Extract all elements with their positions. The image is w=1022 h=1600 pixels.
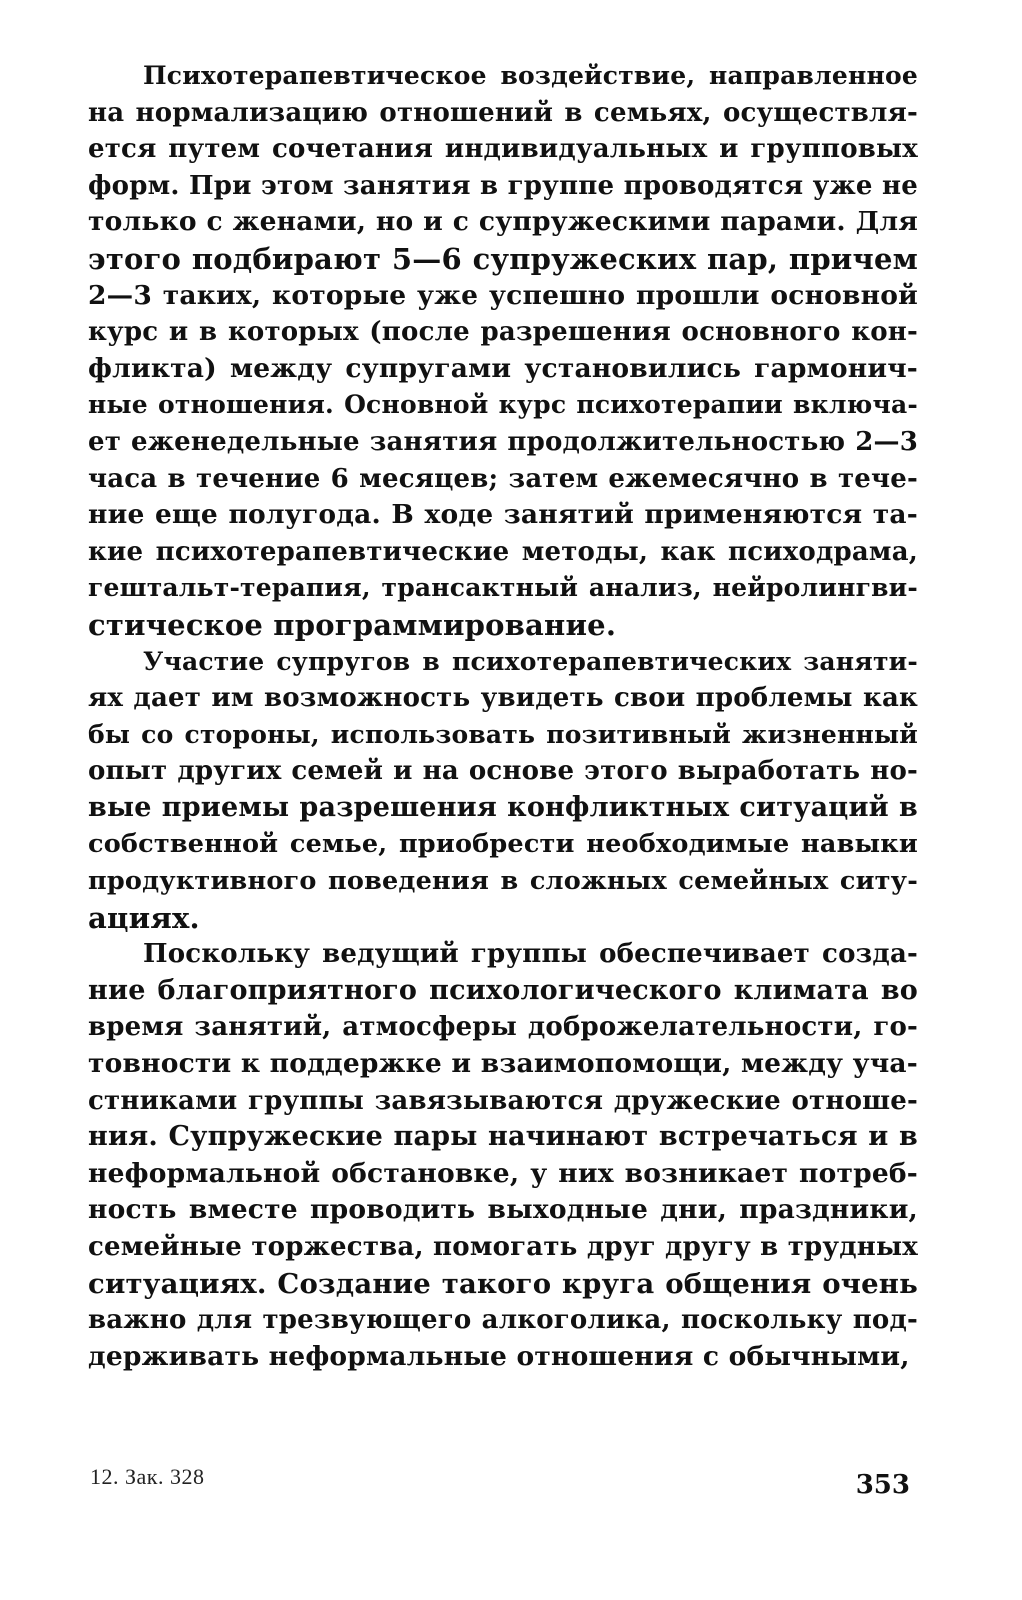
text-line: стическое программирование.	[88, 607, 617, 642]
text-line: держивать неформальные отношения с обычными,	[88, 1340, 910, 1372]
text-line: ях дает им возможность увидеть свои проблемы как	[88, 683, 918, 714]
paragraph	[88, 936, 918, 1375]
text-line: 2—3 таких, которые уже успешно прошли основной	[88, 279, 918, 311]
page-number: 353	[855, 1470, 910, 1500]
text-line: только с женами, но и с супружескими парами. Для	[88, 206, 918, 238]
text-line: собственной семье, приобрести необходимые навыки	[88, 829, 918, 860]
text-line: фликта) между супругами установились гармонич-	[88, 352, 918, 384]
text-line: ется путем сочетания индивидуальных и групповых	[88, 134, 918, 165]
text-line: Психотерапевтическое воздействие, направленное	[143, 61, 918, 90]
text-line: ние благоприятного психологического климата во	[88, 974, 918, 1006]
text-line: время занятий, атмосферы доброжелательности, го-	[88, 1012, 918, 1043]
text-line: товности к поддержке и взаимопомощи, между уча-	[88, 1048, 918, 1080]
text-line: важно для трезвующего алкоголика, поскольку под-	[88, 1305, 918, 1336]
text-line: неформальной обстановке, у них возникает потреб-	[88, 1157, 918, 1189]
text-line: бы со стороны, использовать позитивный жизненный	[88, 719, 918, 749]
text-line: стниками группы завязываются дружеские отноше-	[88, 1085, 918, 1116]
body-text	[88, 58, 918, 1375]
text-line: часа в течение 6 месяцев; затем ежемесячно в тече-	[88, 463, 918, 494]
text-line: Участие супругов в психотерапевтических заняти-	[143, 646, 918, 676]
text-line: форм. При этом занятия в группе проводятся уже не	[88, 170, 918, 201]
text-line: ные отношения. Основной курс психотерапии включа-	[88, 390, 918, 420]
paragraph	[88, 644, 918, 937]
text-line: Поскольку ведущий группы обеспечивает созда-	[143, 939, 918, 970]
text-line: ность вместе проводить выходные дни, праздники,	[88, 1194, 918, 1226]
text-line: опыт других семей и на основе этого выработать но-	[88, 756, 918, 787]
text-line: ситуациях. Создание такого круга общения очень	[88, 1267, 918, 1300]
text-line: ние еще полугода. В ходе занятий применяются та-	[88, 499, 918, 531]
text-line: ациях.	[88, 900, 200, 935]
paragraph	[88, 58, 918, 644]
text-line: гештальт-терапия, трансактный анализ, нейролингви-	[88, 573, 918, 603]
text-line: семейные торжества, помогать друг другу в трудных	[88, 1232, 918, 1262]
text-line: ет еженедельные занятия продолжительностью 2—3	[88, 426, 918, 457]
text-line: на нормализацию отношений в семьях, осуществля-	[88, 97, 918, 128]
text-line: вые приемы разрешения конфликтных ситуаций в	[88, 791, 918, 823]
text-line: ния. Супружеские пары начинают встречаться и в	[88, 1121, 918, 1153]
text-line: этого подбирают 5—6 супружеских пар, причем	[88, 241, 918, 276]
text-line: курс и в которых (после разрешения основного кон-	[88, 317, 918, 348]
printer-signature: 12. Зак. 328	[90, 1464, 205, 1489]
text-line: продуктивного поведения в сложных семейных ситу-	[88, 866, 918, 897]
text-line: кие психотерапевтические методы, как психодрама,	[88, 536, 918, 567]
